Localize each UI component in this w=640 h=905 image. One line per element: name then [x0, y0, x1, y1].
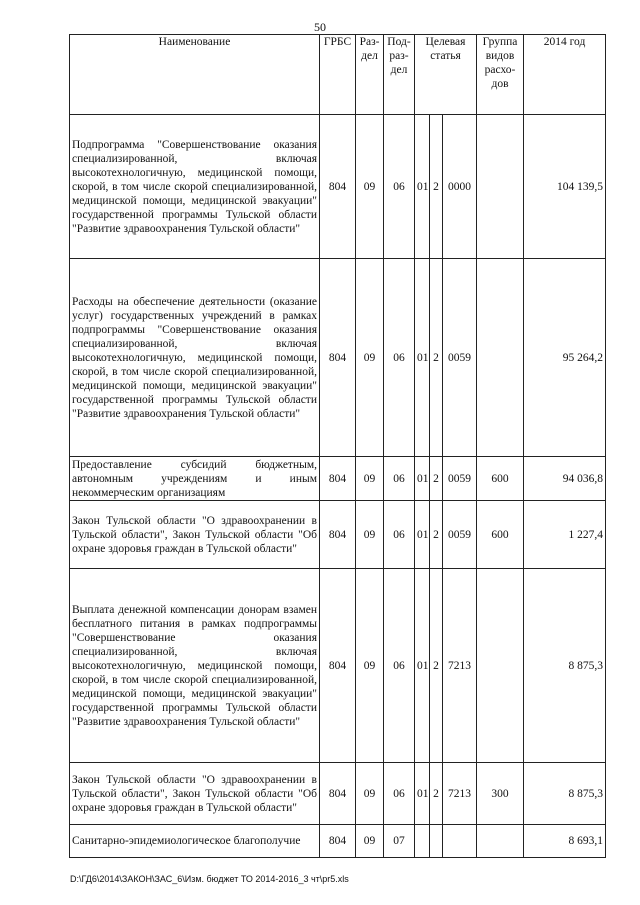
row-target-program: 01: [415, 457, 430, 501]
row-name: Подпрограмма "Совершенствование оказания специализированной, включая высокотехнологичную, медицинской помощи, скорой, в том числе скорой специализированной, медицинской помощи, медицинской эвакуации" государственной программы Тульской области "Развитие здравоохранения Тульской области": [70, 115, 320, 259]
table-row: [70, 115, 606, 259]
row-target-subprogram: [430, 825, 443, 858]
row-target-program: 01: [415, 501, 430, 569]
row-grbs: 804: [320, 259, 356, 457]
row-grbs: 804: [320, 501, 356, 569]
row-sum-2014: 1 227,4: [524, 501, 606, 569]
row-podrazdel: 06: [384, 457, 415, 501]
table-row: [70, 457, 606, 501]
row-razdel: 09: [356, 115, 384, 259]
header-row: [70, 35, 606, 115]
row-podrazdel: 06: [384, 259, 415, 457]
header-name: Наименование: [70, 35, 320, 115]
row-razdel: 09: [356, 569, 384, 763]
header-group: Группа видов расхо-дов: [477, 35, 524, 115]
table-row: [70, 825, 606, 858]
row-target-direction: 0059: [443, 457, 477, 501]
row-razdel: 09: [356, 259, 384, 457]
row-target-subprogram: 2: [430, 501, 443, 569]
row-name: Закон Тульской области "О здравоохранении в Тульской области", Закон Тульской области "Об охране здоровья граждан в Тульской области": [70, 763, 320, 825]
row-name: Санитарно-эпидемиологическое благополучие: [70, 825, 320, 858]
table-row: [70, 259, 606, 457]
footer-path: D:\ГД6\2014\ЗАКОН\ЗАС_6\Изм. бюджет ТО 2014-2016_3 чт\pr5.xls: [70, 874, 349, 884]
row-podrazdel: 06: [384, 569, 415, 763]
header-target: Целевая статья: [415, 35, 477, 115]
row-target-subprogram: 2: [430, 569, 443, 763]
row-target-subprogram: 2: [430, 457, 443, 501]
row-target-subprogram: 2: [430, 763, 443, 825]
row-expense-group: 600: [477, 457, 524, 501]
row-target-direction: [443, 825, 477, 858]
table-row: [70, 501, 606, 569]
row-target-direction: 0059: [443, 501, 477, 569]
table-row: [70, 763, 606, 825]
row-name: Расходы на обеспечение деятельности (оказание услуг) государственных учреждений в рамках подпрограммы "Совершенствование оказания специализированной, включая высокотехнологичную, медицинской помощи, скорой, в том числе скорой специализированной, медицинской помощи, медицинской эвакуации" государственной программы Тульской области "Развитие здравоохранения Тульской области": [70, 259, 320, 457]
header-razdel: Раз-дел: [356, 35, 384, 115]
row-target-direction: 7213: [443, 569, 477, 763]
row-target-direction: 0059: [443, 259, 477, 457]
row-target-program: 01: [415, 763, 430, 825]
row-name: Предоставление субсидий бюджетным, автономным учреждениям и иным некоммерческим организациям: [70, 457, 320, 501]
row-name: Закон Тульской области "О здравоохранении в Тульской области", Закон Тульской области "Об охране здоровья граждан в Тульской области": [70, 501, 320, 569]
row-name: Выплата денежной компенсации донорам взамен бесплатного питания в рамках подпрограммы "Совершенствование оказания специализированной, включая высокотехнологичную, медицинской помощи, скорой, в том числе скорой специализированной, медицинской помощи, медицинской эвакуации" государственной программы Тульской области "Развитие здравоохранения Тульской области": [70, 569, 320, 763]
row-expense-group: 600: [477, 501, 524, 569]
row-sum-2014: 94 036,8: [524, 457, 606, 501]
row-expense-group: [477, 259, 524, 457]
row-expense-group: [477, 115, 524, 259]
row-sum-2014: 8 693,1: [524, 825, 606, 858]
row-sum-2014: 8 875,3: [524, 763, 606, 825]
row-podrazdel: 06: [384, 763, 415, 825]
row-podrazdel: 06: [384, 115, 415, 259]
page-number: 50: [314, 20, 326, 34]
table-row: [70, 569, 606, 763]
row-podrazdel: 06: [384, 501, 415, 569]
row-target-program: 01: [415, 115, 430, 259]
row-target-subprogram: 2: [430, 259, 443, 457]
row-expense-group: 300: [477, 763, 524, 825]
row-razdel: 09: [356, 825, 384, 858]
row-sum-2014: 95 264,2: [524, 259, 606, 457]
budget-table: [69, 34, 606, 858]
header-year: 2014 год: [524, 35, 606, 115]
header-grbs: ГРБС: [320, 35, 356, 115]
row-razdel: 09: [356, 501, 384, 569]
row-expense-group: [477, 569, 524, 763]
row-sum-2014: 104 139,5: [524, 115, 606, 259]
row-podrazdel: 07: [384, 825, 415, 858]
row-razdel: 09: [356, 763, 384, 825]
header-podrazdel: Под-раз-дел: [384, 35, 415, 115]
row-grbs: 804: [320, 569, 356, 763]
row-target-subprogram: 2: [430, 115, 443, 259]
row-target-program: 01: [415, 259, 430, 457]
row-target-program: [415, 825, 430, 858]
row-grbs: 804: [320, 825, 356, 858]
row-sum-2014: 8 875,3: [524, 569, 606, 763]
row-target-direction: 0000: [443, 115, 477, 259]
row-expense-group: [477, 825, 524, 858]
row-grbs: 804: [320, 763, 356, 825]
row-grbs: 804: [320, 457, 356, 501]
row-razdel: 09: [356, 457, 384, 501]
row-target-direction: 7213: [443, 763, 477, 825]
row-target-program: 01: [415, 569, 430, 763]
row-grbs: 804: [320, 115, 356, 259]
